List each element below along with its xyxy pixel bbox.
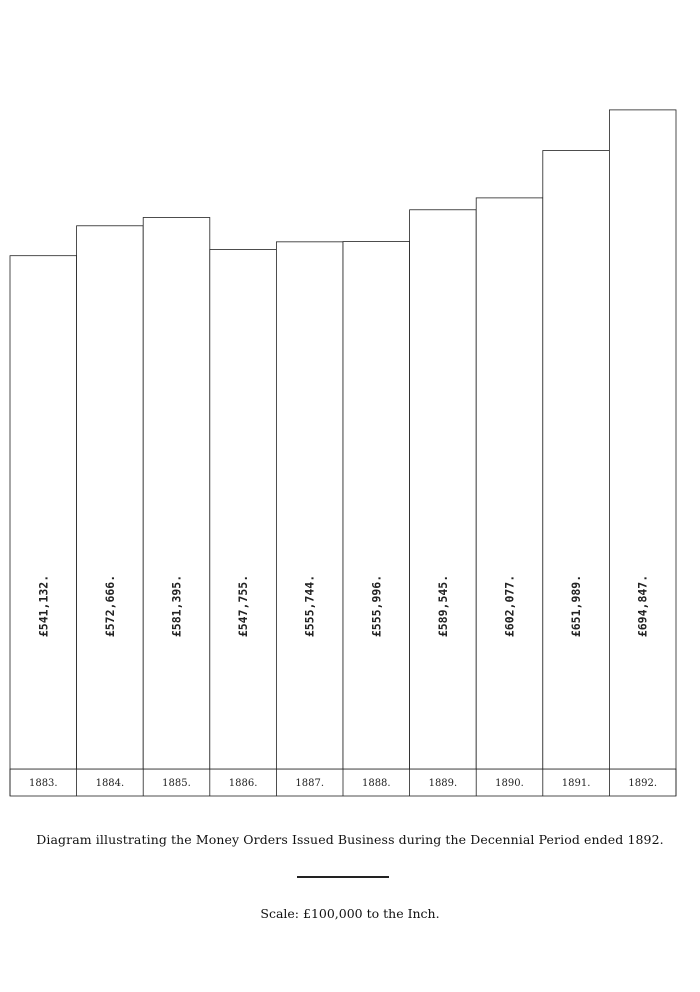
value-label-6: £589,545. [435,574,450,638]
scale-note: Scale: £100,000 to the Inch. [260,906,440,921]
bar-2 [143,218,210,769]
value-label-2: £581,395. [169,574,184,638]
category-label-8: 1891. [561,778,591,789]
bar-3 [210,249,277,769]
category-label-9: 1892. [628,778,658,789]
bar-5 [343,242,410,769]
bar-7 [476,198,543,769]
chart-caption: Diagram illustrating the Money Orders Issued Business during the Decennial Period ended 1892. [36,832,664,847]
bar-1 [77,226,144,769]
value-label-0: £541,132. [36,574,51,638]
value-label-1: £572,666. [102,574,117,638]
bar-0 [10,256,77,769]
bar-9 [609,110,676,769]
divider-rule [297,876,389,878]
bar-8 [543,151,610,769]
category-label-2: 1885. [162,778,191,789]
category-label-7: 1890. [495,778,524,789]
category-label-0: 1883. [28,778,58,789]
category-label-5: 1888. [361,778,391,789]
value-label-3: £547,755. [236,574,251,638]
bar-4 [276,242,343,769]
bar-6 [410,210,477,769]
category-label-4: 1887. [295,778,325,789]
category-label-1: 1884. [95,778,125,789]
value-label-5: £555,996. [369,574,384,638]
value-label-8: £651,989. [569,574,584,638]
value-label-7: £602,077. [502,574,517,638]
category-label-6: 1889. [428,778,458,789]
category-label-3: 1886. [228,778,258,789]
value-label-4: £555,744. [302,574,317,638]
value-label-9: £694,847. [635,574,650,638]
